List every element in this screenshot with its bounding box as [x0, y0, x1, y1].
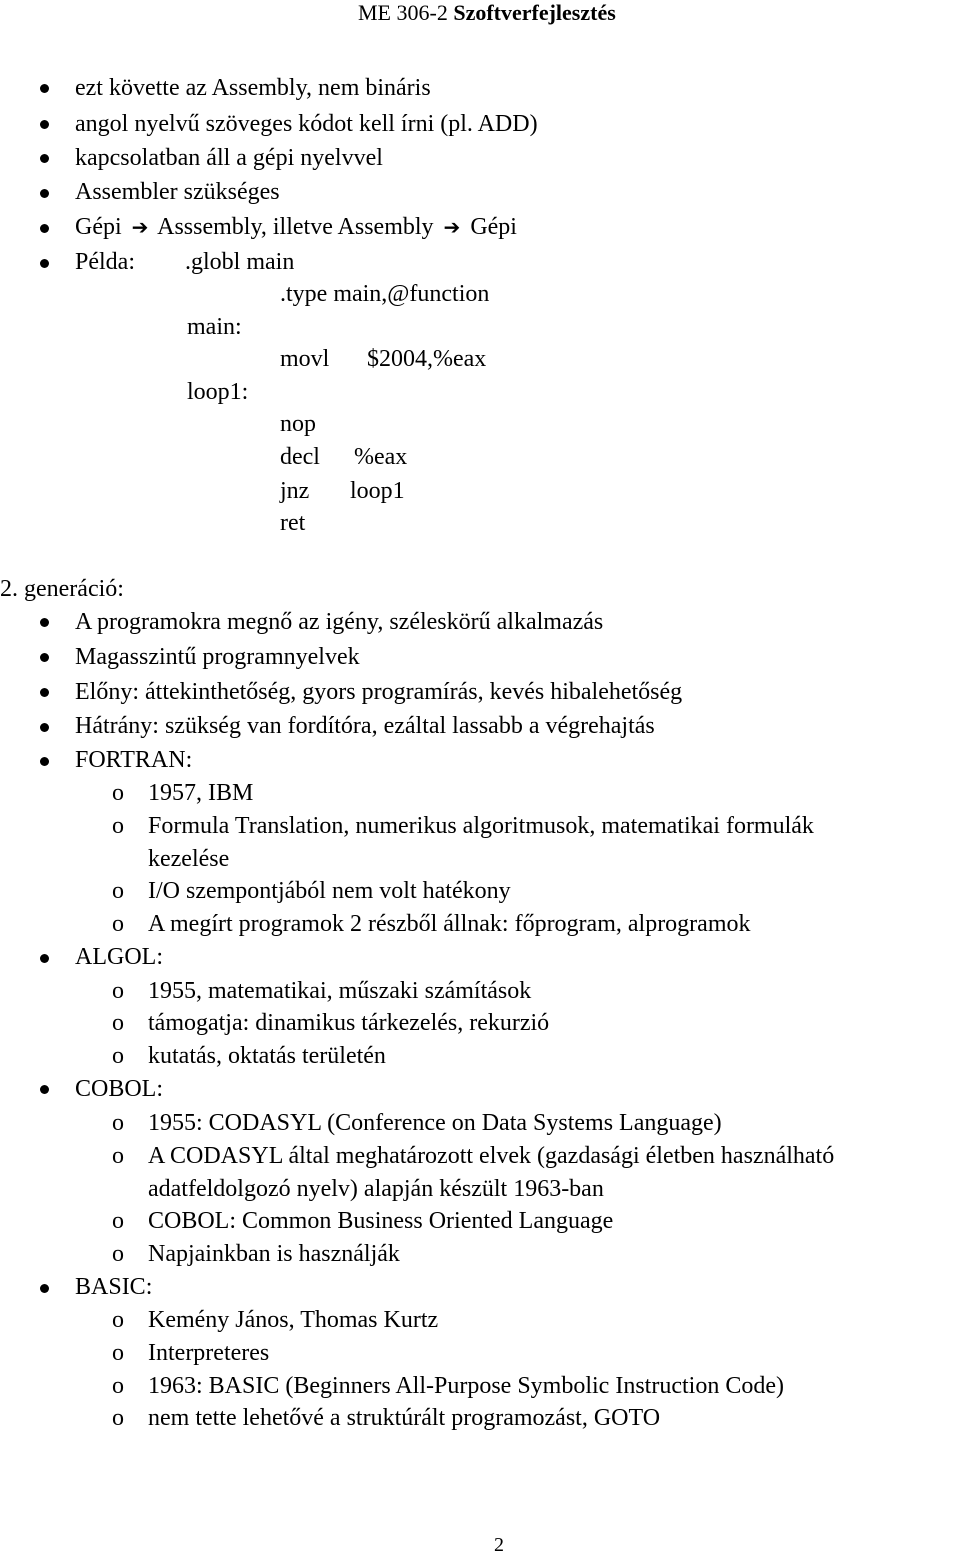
language-label-algol: ALGOL: — [75, 944, 163, 970]
list-item: A programokra megnő az igény, széleskörű alkalmazás — [75, 609, 604, 635]
bullet-icon — [40, 224, 49, 233]
circle-bullet-icon: o — [112, 1208, 124, 1234]
conv-middle: Asssembly, illetve Assembly — [157, 214, 434, 240]
list-item: 1957, IBM — [148, 780, 254, 806]
list-item: 1955, matematikai, műszaki számítások — [148, 978, 532, 1004]
code-operand: $2004,%eax — [367, 346, 487, 372]
code-instruction: jnz — [280, 478, 310, 504]
circle-bullet-icon: o — [112, 1307, 124, 1333]
bullet-icon — [40, 1085, 49, 1094]
list-item: kutatás, oktatás területén — [148, 1043, 386, 1069]
list-item: A CODASYL által meghatározott elvek (gazdasági életben használható — [148, 1143, 835, 1169]
list-item: COBOL: Common Business Oriented Language — [148, 1208, 614, 1234]
language-label-basic: BASIC: — [75, 1274, 153, 1300]
circle-bullet-icon: o — [112, 1010, 124, 1036]
circle-bullet-icon: o — [112, 1143, 124, 1169]
conv-source: Gépi — [75, 214, 122, 240]
circle-bullet-icon: o — [112, 1043, 124, 1069]
code-label: main: — [187, 314, 242, 340]
list-item: Formula Translation, numerikus algoritmusok, matematikai formulák — [148, 813, 814, 839]
bullet-icon — [40, 259, 49, 268]
list-item: Assembler szükséges — [75, 179, 280, 205]
circle-bullet-icon: o — [112, 1405, 124, 1431]
list-item: Hátrány: szükség van fordítóra, ezáltal lassabb a végrehajtás — [75, 713, 655, 739]
list-item: ezt követte az Assembly, nem bináris — [75, 75, 431, 101]
code-line: .type main,@function — [280, 281, 490, 307]
bullet-icon — [40, 1284, 49, 1293]
list-item: Kemény János, Thomas Kurtz — [148, 1307, 439, 1333]
language-label-fortran: FORTRAN: — [75, 747, 193, 773]
bullet-icon — [40, 189, 49, 198]
circle-bullet-icon: o — [112, 911, 124, 937]
list-item: 1963: BASIC (Beginners All-Purpose Symbolic Instruction Code) — [148, 1373, 784, 1399]
list-item: nem tette lehetővé a struktúrált programozást, GOTO — [148, 1405, 661, 1431]
circle-bullet-icon: o — [112, 978, 124, 1004]
circle-bullet-icon: o — [112, 1340, 124, 1366]
course-code: ME 306-2 — [358, 0, 448, 25]
conversion-line — [75, 213, 517, 241]
bullet-icon — [40, 653, 49, 662]
bullet-icon — [40, 84, 49, 93]
circle-bullet-icon: o — [112, 813, 124, 839]
list-item: Interpreteres — [148, 1340, 270, 1366]
list-item: angol nyelvű szöveges kódot kell írni (pl. ADD) — [75, 111, 538, 137]
circle-bullet-icon: o — [112, 1241, 124, 1267]
bullet-icon — [40, 688, 49, 697]
bullet-icon — [40, 757, 49, 766]
list-item-continuation: kezelése — [148, 846, 230, 872]
section-heading: 2. generáció: — [0, 576, 124, 602]
list-item: Napjainkban is használják — [148, 1241, 400, 1267]
code-line: .globl main — [185, 249, 295, 275]
arrow-right-icon: ➔ — [131, 215, 149, 239]
code-operand: loop1 — [350, 478, 405, 504]
circle-bullet-icon: o — [112, 878, 124, 904]
course-subject: Szoftverfejlesztés — [453, 0, 616, 25]
conv-target: Gépi — [470, 214, 517, 240]
list-item: A megírt programok 2 részből állnak: főprogram, alprogramok — [148, 911, 751, 937]
page-number: 2 — [494, 1534, 504, 1556]
bullet-icon — [40, 120, 49, 129]
list-item: kapcsolatban áll a gépi nyelvvel — [75, 145, 383, 171]
bullet-icon — [40, 618, 49, 627]
bullet-icon — [40, 954, 49, 963]
list-item: támogatja: dinamikus tárkezelés, rekurzió — [148, 1010, 550, 1036]
list-item: 1955: CODASYL (Conference on Data Systems Language) — [148, 1110, 722, 1136]
example-label: Példa: — [75, 249, 135, 275]
code-operand: %eax — [354, 444, 408, 470]
circle-bullet-icon: o — [112, 780, 124, 806]
bullet-icon — [40, 154, 49, 163]
list-item-continuation: adatfeldolgozó nyelv) alapján készült 1963-ban — [148, 1176, 604, 1202]
code-instruction: nop — [280, 411, 316, 437]
code-instruction: movl — [280, 346, 330, 372]
circle-bullet-icon: o — [112, 1110, 124, 1136]
list-item: Előny: áttekinthetőség, gyors programírás, kevés hibalehetőség — [75, 679, 683, 705]
circle-bullet-icon: o — [112, 1373, 124, 1399]
list-item: Magasszintű programnyelvek — [75, 644, 360, 670]
arrow-right-icon: ➔ — [443, 215, 461, 239]
code-label: loop1: — [187, 379, 249, 405]
language-label-cobol: COBOL: — [75, 1076, 164, 1102]
code-instruction: ret — [280, 510, 306, 536]
bullet-icon — [40, 723, 49, 732]
code-instruction: decl — [280, 444, 320, 470]
list-item: I/O szempontjából nem volt hatékony — [148, 878, 511, 904]
page-header — [358, 0, 616, 26]
